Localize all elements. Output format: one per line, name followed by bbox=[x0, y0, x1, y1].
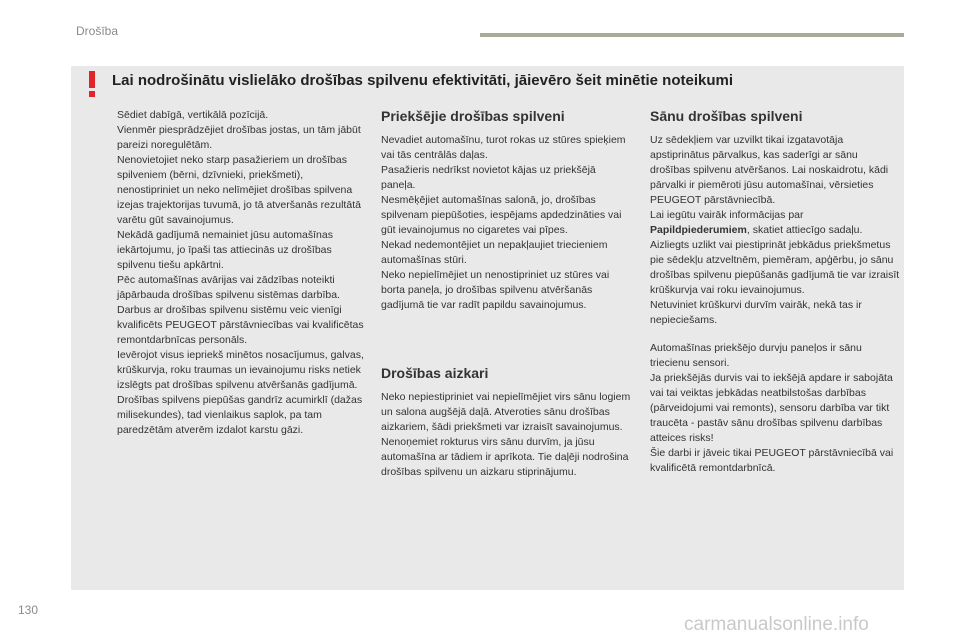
front-airbags-column bbox=[381, 106, 631, 480]
side-airbags-column bbox=[650, 106, 900, 476]
watermark: carmanualsonline.info bbox=[684, 614, 869, 635]
general-rules-column bbox=[117, 108, 367, 438]
side-text-part2: , skatiet attiecīgo sadaļu. Aizliegts uzlikt vai piestiprināt jebkādus priekšmetus pie sēdekļu atzveltnēm, piemēram, apģērbu, jo sānu drošības spilvenu piepūšanās gadījumā tie var izraisīt krūškurvja vai roku ievainojumus. Netuviniet krūškurvi durvīm vairāk, nekā tas ir nepieciešams. bbox=[650, 224, 900, 326]
side-airbags-text bbox=[650, 133, 900, 328]
warning-icon bbox=[84, 71, 100, 97]
side-sensors-text: Automašīnas priekšējo durvju paneļos ir sānu triecienu sensori. Ja priekšējās durvis vai to iekšējā apdare ir sabojāta vai tai veiktas jebkādas neatbilstošas darbības (pārveidojumi vai remonts), sensoru darbība var tikt traucēta - pastāv sānu drošības spilvenu darbības atteices risks! Šie darbi ir jāveic tikai PEUGEOT pārstāvniecībā vai kvalificētā remontdarbnīcā. bbox=[650, 342, 894, 474]
curtain-airbags-text: Neko nepiestipriniet vai nepielīmējiet virs sānu logiem un salona augšējā daļā. Atveroties sānu drošības aizkariem, šādi priekšmeti var izraisīt savainojumus. Nenoņemiet rokturus virs sānu durvīm, ja jūsu automašīna ar tādiem ir aprīkota. Tie daļēji nodrošina drošības spilvenu un aizkaru stiprinājumu. bbox=[381, 391, 631, 478]
panel-heading: Lai nodrošinātu vislielāko drošības spilvenu efektivitāti, jāievēro šeit minētie noteikumi bbox=[112, 72, 734, 89]
page-number: 130 bbox=[18, 603, 39, 617]
curtain-airbags-heading: Drošības aizkari bbox=[381, 365, 489, 381]
side-airbags-heading: Sānu drošības spilveni bbox=[650, 108, 803, 124]
front-airbags-heading: Priekšējie drošības spilveni bbox=[381, 108, 565, 124]
section-label: Drošība bbox=[76, 24, 119, 38]
general-rules-text: Sēdiet dabīgā, vertikālā pozīcijā. Vienmēr piesprādzējiet drošības jostas, un tām jābūt pareizi noregulētām. Nenovietojiet neko starp pasažieriem un drošības spilveniem (bērni, dzīvnieki, priekšmeti), nenostipriniet un neko nelīmējiet drošības spilvena izejas trajektorijas tuvumā, jo tā atveršanās rezultātā varētu gūt savainojumus. Nekādā gadījumā nemainiet jūsu automašīnas iekārtojumu, jo īpaši tas attiecinās uz drošības spilvenu tiešu apkārtni. Pēc automašīnas avārijas vai zādzības noteikti jāpārbauda drošības spilvenu sistēmas darbība. Darbus ar drošības spilvenu sistēmu veic vienīgi kvalificēts PEUGEOT pārstāvniecības vai kvalificētas remontdarbnīcas personāls. Ievērojot visus iepriekš minētos nosacījumus, galvas, krūškurvja, roku traumas un ievainojumu risks netiek izslēgts pat drošības spilvenu atvēršanās gadījumā. Drošības spilvens piepūšas gandrīz acumirklī (dažas milisekundes), tad vienlaikus saplok, pa tam paredzētām atverēm izdalot karstu gāzi. bbox=[117, 109, 364, 436]
side-text-part1: Uz sēdekļiem var uzvilkt tikai izgatavotāja apstiprinātus pārvalkus, kas saderīgi ar sānu drošības spilvenu atvēršanos. Lai noskaidrotu, kādi pārvalki ir piemēroti jūsu automašīnai, vērsieties PEUGEOT pārstāvniecībā. Lai iegūtu vairāk informācijas par bbox=[650, 134, 889, 221]
accessories-bold: Papildpiederumiem bbox=[650, 224, 747, 236]
header-rule bbox=[480, 33, 904, 37]
front-airbags-text: Nevadiet automašīnu, turot rokas uz stūres spieķiem vai tās centrālās daļas. Pasažieris nedrīkst novietot kājas uz priekšējā paneļa. Nesmēķējiet automašīnas salonā, jo, drošības spilvenam piepūšoties, iespējams apdedzināties vai gūt ievainojumus no cigaretes vai pīpes. Nekad nedemontējiet un nepakļaujiet triecieniem automašīnas stūri. Neko nepielīmējiet un nenostipriniet uz stūres vai borta paneļa, jo drošības spilvenu atvēršanās gadījumā tie var radīt papildu savainojumus. bbox=[381, 134, 626, 311]
